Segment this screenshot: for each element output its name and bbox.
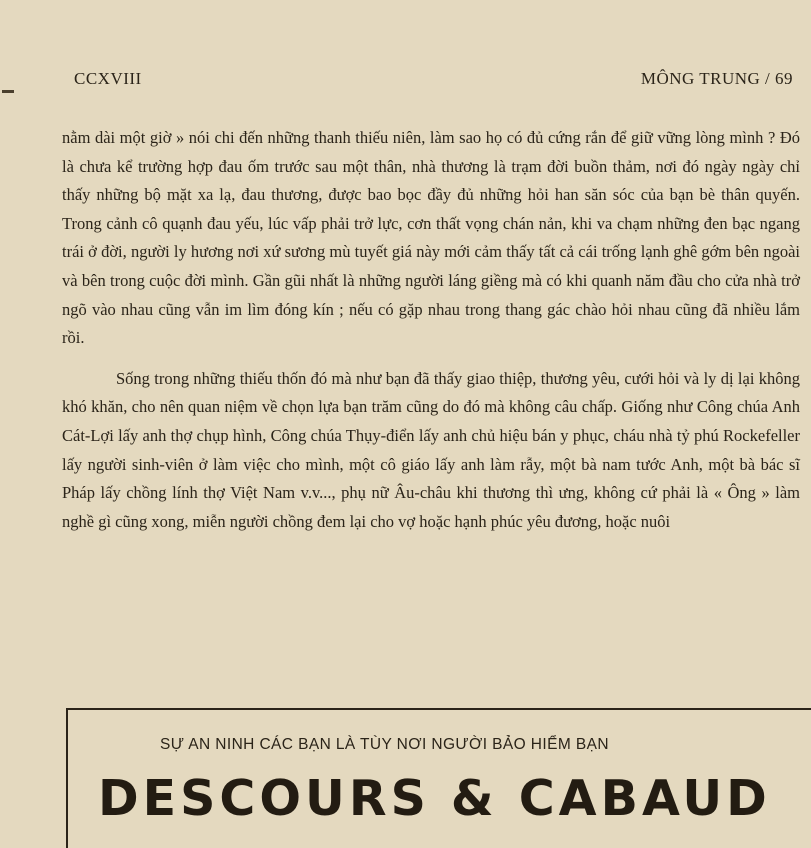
paragraph-1: nằm dài một giờ » nói chi đến những thanh thiếu niên, làm sao họ có đủ cứng rắn để giữ vững lòng mình ? Đó là chưa kể trường hợp đau ốm trước sau một thân, nhà thương là trạm đời buồn thảm, nơi đó ngày ngày chỉ thấy những bộ mặt xa lạ, đau thương, được bao bọc đầy đủ những hỏi han săn sóc của bạn bè thân quyến. Trong cảnh cô quạnh đau yếu, lúc vấp phải trở lực, cơn thất vọng chán nản, khi va chạm những đen bạc ngang trái ở đời, người ly hương nơi xứ sương mù tuyết giá này mới cảm thấy tất cả cái trống lạnh ghê gớm bên ngoài và bên trong cuộc đời mình. Gần gũi nhất là những người láng giềng mà có khi quanh năm đầu cho cửa nhà trở ngõ vào nhau cũng vẫn im lìm đóng kín ; nếu có gặp nhau trong thang gác chào hỏi nhau cũng đã nhiều lắm rồi. <box>62 128 800 348</box>
margin-mark <box>2 90 14 93</box>
page-section-label: CCXVIII <box>74 69 142 88</box>
body-text <box>62 124 800 536</box>
page-number-label: MÔNG TRUNG / 69 <box>640 69 793 88</box>
advertisement-brand: DESCOURS & CABAUD <box>98 770 771 827</box>
advertisement-tagline: SỰ AN NINH CÁC BẠN LÀ TÙY NƠI NGƯỜI BẢO HIỂM BẠN <box>160 736 609 753</box>
advertisement-box <box>66 708 811 848</box>
paragraph-2: Sống trong những thiếu thốn đó mà như bạn đã thấy giao thiệp, thương yêu, cưới hỏi và ly dị lại không khó khăn, cho nên quan niệm về chọn lựa bạn trăm cũng do đó mà không câu chấp. Giống như Công chúa Anh Cát-Lợi lấy anh thợ chụp hình, Công chúa Thụy-điển lấy anh chủ hiệu bán y phục, cháu nhà tỷ phú Rockefeller lấy người sinh-viên ở làm việc cho mình, một cô giáo lấy anh làm rẫy, một bà nam tước Anh, một bà bác sĩ Pháp lấy chồng lính thợ Việt Nam v.v..., phụ nữ Âu-châu khi thương thì ưng, không cứ phải là « Ông » làm nghề gì cũng xong, miễn người chồng đem lại cho vợ hoặc hạnh phúc yêu đương, hoặc nuôi <box>62 368 800 531</box>
running-header <box>74 66 793 92</box>
